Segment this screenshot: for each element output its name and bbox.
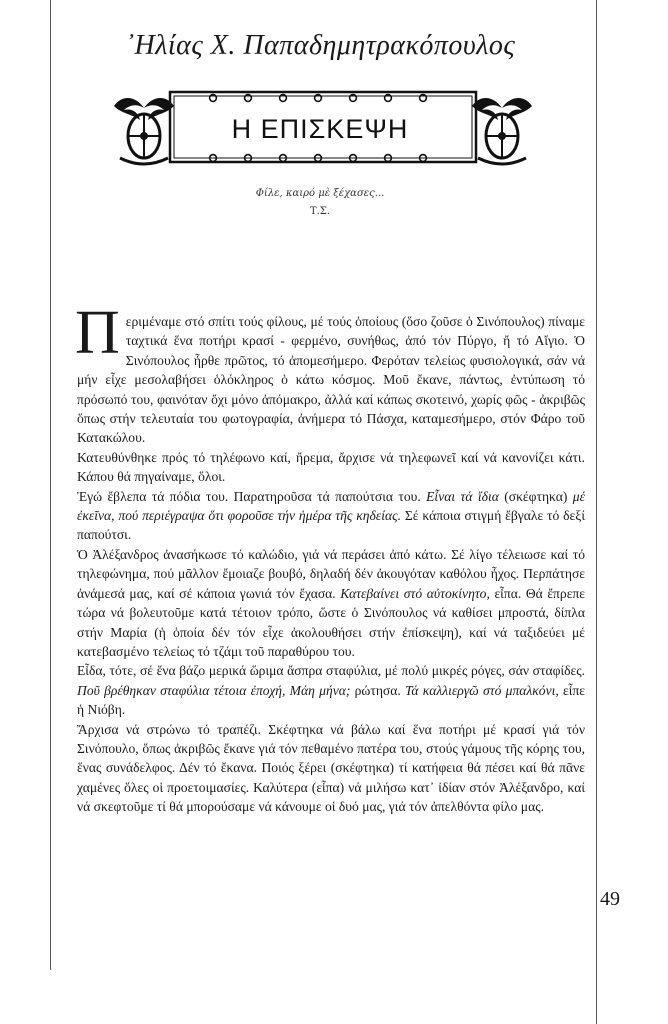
italic-text: Εἶναι τά ἴδια [426, 488, 499, 504]
paragraph [77, 661, 585, 719]
italic-text: μέ ἐκεῖνα, πού περιέγραψα ὅτι φοροῦσε τήν ἡμέρα τῆς κηδείας. [77, 488, 585, 524]
author-name: ᾽Ηλίας Χ. Παπαδημητρακόπουλος [124, 30, 516, 61]
italic-text: Κατεβαίνει στό αὐτοκίνητο, [340, 585, 490, 601]
story-title: Η ΕΠΙΣΚΕΨΗ [231, 114, 409, 144]
paragraph-text: εἶπε ἡ Νιόβη. [77, 682, 585, 718]
paragraph-text: Ὁ Ἀλέξανδρος ἀνασήκωσε τό καλώδιο, γιά νά περάσει ἀπό κάτω. Σέ λίγο τέλειωσε καί τό τηλεφώνημα, πού μᾶλλον ἔμοιαζε βουβό, δηλαδή δέν ἀκουγόταν καθόλου ἦχος. Περπάτησε ἀνάμεσά μας, καί σέ κάποια γωνιά τόν ἔχασα. [77, 546, 585, 601]
paragraph [77, 545, 585, 661]
drop-cap: Π [75, 299, 120, 367]
paragraph-text: Εἶδα, τότε, σέ ἕνα βάζο μερικά ὥριμα ἄσπρα σταφύλια, μέ πολύ μικρές ρόγες, σάν σταφίδες. [77, 663, 585, 679]
italic-text: Τά καλλιεργῶ στό μπαλκόνι, [405, 682, 559, 698]
paragraph [77, 487, 585, 545]
paragraph-text: εριμέναμε στό σπίτι τούς φίλους, μέ τούς ὁποίους (ὅσο ζοῦσε ὁ Σινόπουλος) πίναμε ταχτικά ἕνα ποτήρι κρασί - φερμένο, συνήθως, ἀπό τόν Πύργο, ἤ τό Αἴγιο. Ὁ Σινόπουλος ἦρθε πρῶτος, τό ἀπομεσήμερο. Φερόταν τελείως φυσιολογικά, σάν νά μήν εἶχε μεσολαβήσει ὁλόκληρος ὁ κάτω κόσμος. Μοῦ ἔκανε, πάντως, ἐντύπωση τό πρόσωπό του, φαινόταν ὄχι μόνο ἀπόμακρο, ἀλλά καί κάπως σκοτεινό, χωρίς φῶς - ἀκριβῶς ὅπως στήν τελευταία του φωτογραφία, ἀνήμερα τό Πάσχα, καταμεσήμερο, στόν Φάρο τοῦ Κατακώλου. [77, 314, 585, 446]
story-body [75, 299, 585, 817]
paragraph: Κατευθύνθηκε πρός τό τηλέφωνο καί, ἤρεμα, ἄρχισε νά τηλεφωνεῖ καί νά κανονίζει κάτι. Κάπου θά πηγαίναμε, ὅλοι. [77, 449, 585, 485]
paragraph-text: (σκέφτηκα) [498, 488, 573, 504]
winged-wheel-right-icon [472, 98, 532, 164]
paragraph-text: ρώτησα. [350, 682, 406, 698]
epigraph-initials: Τ.Σ. [309, 206, 331, 217]
paragraph [75, 299, 585, 448]
page-number: 49 [600, 888, 620, 910]
paragraph: Ἄρχισα νά στρώνω τό τραπέζι. Σκέφτηκα νά βάλω καί ἕνα ποτήρι μέ κρασί γιά τόν Σινόπουλο, ὅπως ἀκριβῶς ἔκανε γιά τόν πεθαμένο πατέρα του, στούς γάμους τῆς κόρης του, ἕνας συνάδελφος. Δέν τό ἔκανα. Ποιός ξέρει (σκέφτηκα) τί κατήφεια θά πέσει καί θά πᾶνε χαμένες ὅλες οἱ προετοιμασίες. Καλύτερα (εἶπα) νά μιλήσω κατ᾽ ἰδίαν στόν Ἀλέξανδρο, καί νά σκεφτοῦμε τί θά μπορούσαμε νά κάνουμε οἱ δυό μας, γιά τόν ἀπελθόντα φίλο μας. [77, 721, 585, 815]
right-rule [596, 0, 597, 1024]
paragraph-text: Ἐγώ ἔβλεπα τά πόδια του. Παρατηροῦσα τά παπούτσια του. [77, 488, 427, 504]
paragraph-text: εἶπα. Θά ἔπρεπε τώρα νά βολευτοῦμε κατά τέτοιον τρόπο, ὥστε ὁ Σινόπουλος νά καθίσει μπροστά, δίπλα στήν Μαρία (ἡ ὁποία δέν τόν εἶχε ἀκολουθήσει στήν ἐπίσκεψη), καί νά ταξιδεύει μέ κατεβασμένο τελείως τό τζάμι τοῦ παραθύρου του. [77, 585, 585, 659]
epigraph: Φίλε, καιρό μὲ ξέχασες... [255, 188, 385, 199]
italic-text: Ποῦ βρέθηκαν σταφύλια τέτοια ἐποχή, Μάη μήνα; [77, 682, 351, 698]
paragraph-text: Σέ κάποια στιγμή ἔβγαλε τό δεξί παπούτσι. [77, 508, 585, 543]
left-rule [50, 0, 51, 970]
